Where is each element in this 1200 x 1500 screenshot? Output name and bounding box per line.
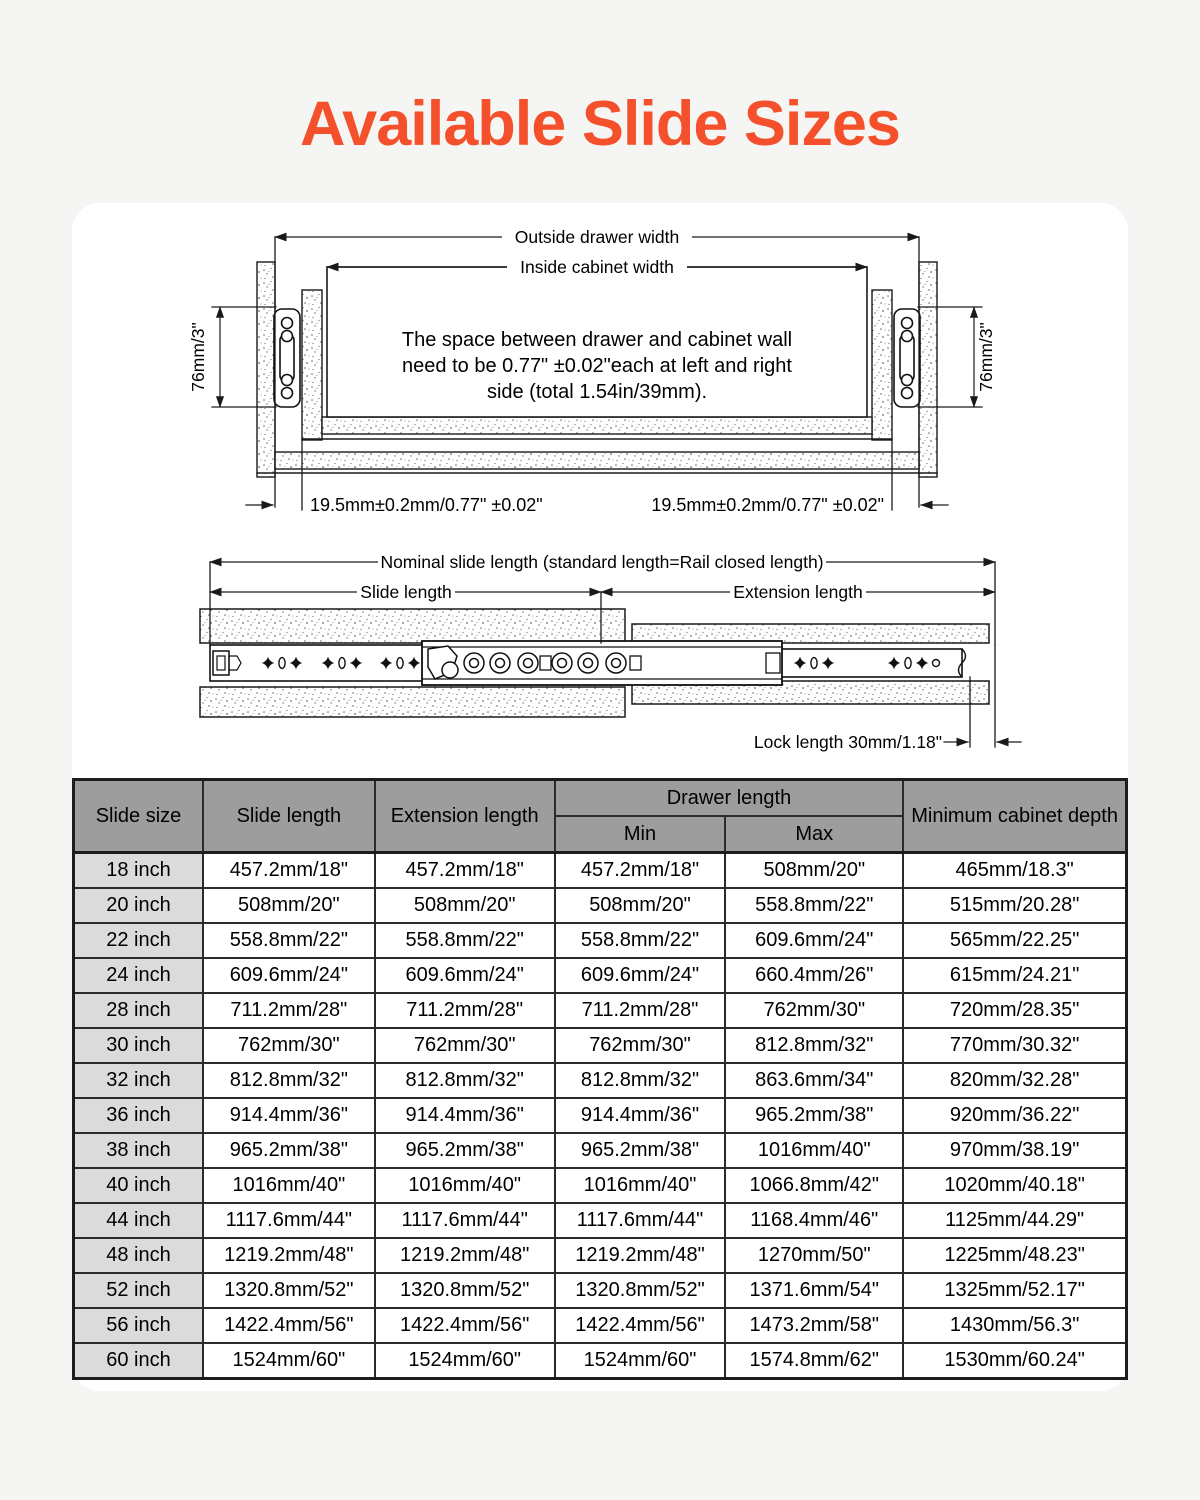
table-row — [74, 958, 1127, 993]
table-row — [74, 993, 1127, 1028]
rail-height-right-label: 76mm/3" — [976, 322, 996, 392]
cell-value: 762mm/30" — [555, 1028, 726, 1063]
cell-value: 558.8mm/22" — [725, 888, 903, 923]
cell-value: 558.8mm/22" — [375, 923, 555, 958]
cell-slide-size: 44 inch — [74, 1203, 204, 1238]
table-row — [74, 1273, 1127, 1308]
cell-slide-size: 48 inch — [74, 1238, 204, 1273]
rail-end-cap — [213, 651, 229, 675]
cell-value: 812.8mm/32" — [725, 1028, 903, 1063]
extension-length-label: Extension length — [733, 582, 863, 602]
cell-value: 1320.8mm/52" — [555, 1273, 726, 1308]
space-note-line2: need to be 0.77" ±0.02"each at left and right — [402, 355, 792, 377]
slide-rail-cross-section-right — [894, 309, 920, 407]
nominal-slide-length-label: Nominal slide length (standard length=Rail closed length) — [380, 552, 824, 572]
cell-value: 1020mm/40.18" — [903, 1168, 1126, 1203]
cell-value: 1219.2mm/48" — [555, 1238, 726, 1273]
cell-value: 1225mm/48.23" — [903, 1238, 1126, 1273]
cell-value: 508mm/20" — [375, 888, 555, 923]
cell-value: 1016mm/40" — [725, 1133, 903, 1168]
table-header — [74, 780, 1127, 853]
space-note-line1: The space between drawer and cabinet wall — [401, 329, 793, 351]
header-slide-length: Slide length — [203, 780, 375, 853]
cell-value: 812.8mm/32" — [375, 1063, 555, 1098]
table-row — [74, 1098, 1127, 1133]
table-row — [74, 1238, 1127, 1273]
cell-value: 660.4mm/26" — [725, 958, 903, 993]
cell-value: 609.6mm/24" — [375, 958, 555, 993]
cell-value: 457.2mm/18" — [375, 853, 555, 889]
cell-value: 508mm/20" — [555, 888, 726, 923]
inside-cabinet-width-label: Inside cabinet width — [520, 257, 674, 277]
cell-slide-size: 52 inch — [74, 1273, 204, 1308]
cell-value: 615mm/24.21" — [903, 958, 1126, 993]
cell-value: 920mm/36.22" — [903, 1098, 1126, 1133]
cell-value: 457.2mm/18" — [555, 853, 726, 889]
cell-value: 914.4mm/36" — [375, 1098, 555, 1133]
cell-slide-size: 18 inch — [74, 853, 204, 889]
table-row — [74, 853, 1127, 889]
cell-value: 1473.2mm/58" — [725, 1308, 903, 1343]
cell-value: 1117.6mm/44" — [203, 1203, 375, 1238]
cell-value: 558.8mm/22" — [555, 923, 726, 958]
cell-value: 1168.4mm/46" — [725, 1203, 903, 1238]
header-drawer-max: Max — [725, 816, 903, 853]
cell-value: 1320.8mm/52" — [375, 1273, 555, 1308]
cell-value: 820mm/32.28" — [903, 1063, 1126, 1098]
header-drawer-length: Drawer length — [555, 780, 904, 817]
table-row — [74, 888, 1127, 923]
cabinet-bottom-panel — [275, 452, 919, 469]
slide-size-diagrams — [70, 215, 1130, 778]
table-row — [74, 923, 1127, 958]
cell-value: 1016mm/40" — [555, 1168, 726, 1203]
cell-value: 1430mm/56.3" — [903, 1308, 1126, 1343]
cell-value: 770mm/30.32" — [903, 1028, 1126, 1063]
cell-value: 720mm/28.35" — [903, 993, 1126, 1028]
cell-value: 965.2mm/38" — [203, 1133, 375, 1168]
side-gap-left-label: 19.5mm±0.2mm/0.77" ±0.02" — [310, 495, 543, 515]
cell-value: 965.2mm/38" — [725, 1098, 903, 1133]
cell-value: 457.2mm/18" — [203, 853, 375, 889]
header-drawer-min: Min — [555, 816, 726, 853]
cell-value: 812.8mm/32" — [555, 1063, 726, 1098]
table-row — [74, 1063, 1127, 1098]
dimension-side-gap-right — [651, 440, 948, 515]
cell-value: 812.8mm/32" — [203, 1063, 375, 1098]
cell-value: 1320.8mm/52" — [203, 1273, 375, 1308]
cell-value: 762mm/30" — [375, 1028, 555, 1063]
cell-slide-size: 36 inch — [74, 1098, 204, 1133]
cell-slide-size: 56 inch — [74, 1308, 204, 1343]
cabinet-wall-right — [919, 262, 937, 477]
cell-value: 965.2mm/38" — [555, 1133, 726, 1168]
cell-slide-size: 30 inch — [74, 1028, 204, 1063]
cell-value: 1574.8mm/62" — [725, 1343, 903, 1379]
cell-value: 515mm/20.28" — [903, 888, 1126, 923]
cell-value: 863.6mm/34" — [725, 1063, 903, 1098]
cell-value: 1016mm/40" — [203, 1168, 375, 1203]
cell-value: 1325mm/52.17" — [903, 1273, 1126, 1308]
lock-length-label: Lock length 30mm/1.18" — [753, 732, 942, 752]
cell-slide-size: 40 inch — [74, 1168, 204, 1203]
cell-value: 965.2mm/38" — [375, 1133, 555, 1168]
page-title: Available Slide Sizes — [300, 89, 900, 159]
header-extension-length: Extension length — [375, 780, 555, 853]
content-card — [72, 203, 1128, 1391]
cell-value: 762mm/30" — [725, 993, 903, 1028]
space-note-line3: side (total 1.54in/39mm). — [486, 381, 708, 403]
cell-value: 1422.4mm/56" — [555, 1308, 726, 1343]
cell-value: 609.6mm/24" — [725, 923, 903, 958]
cell-value: 711.2mm/28" — [375, 993, 555, 1028]
cell-value: 565mm/22.25" — [903, 923, 1126, 958]
cell-value: 1125mm/44.29" — [903, 1203, 1126, 1238]
cell-value: 1219.2mm/48" — [203, 1238, 375, 1273]
cell-value: 508mm/20" — [725, 853, 903, 889]
cell-value: 970mm/38.19" — [903, 1133, 1126, 1168]
drawer-width-diagram — [188, 227, 996, 515]
table-row — [74, 1308, 1127, 1343]
cell-value: 1117.6mm/44" — [375, 1203, 555, 1238]
table-row — [74, 1203, 1127, 1238]
cell-slide-size: 28 inch — [74, 993, 204, 1028]
cell-value: 1530mm/60.24" — [903, 1343, 1126, 1379]
drawer-wall-right — [872, 290, 892, 440]
cell-value: 914.4mm/36" — [555, 1098, 726, 1133]
cell-value: 1371.6mm/54" — [725, 1273, 903, 1308]
side-gap-right-label: 19.5mm±0.2mm/0.77" ±0.02" — [651, 495, 884, 515]
outside-drawer-width-label: Outside drawer width — [514, 227, 680, 247]
table-row — [74, 1343, 1127, 1379]
cell-value: 558.8mm/22" — [203, 923, 375, 958]
cell-value: 1524mm/60" — [375, 1343, 555, 1379]
cell-value: 1219.2mm/48" — [375, 1238, 555, 1273]
header-slide-size: Slide size — [74, 780, 204, 853]
middle-rail-bearing-carriage — [422, 641, 782, 685]
slide-rail-cross-section-left — [274, 309, 300, 407]
slide-size-table-body — [74, 853, 1127, 1379]
cell-value: 1422.4mm/56" — [203, 1308, 375, 1343]
cell-value: 1524mm/60" — [203, 1343, 375, 1379]
slide-length-label: Slide length — [360, 582, 452, 602]
cell-slide-size: 38 inch — [74, 1133, 204, 1168]
cell-value: 914.4mm/36" — [203, 1098, 375, 1133]
cell-slide-size: 32 inch — [74, 1063, 204, 1098]
cell-slide-size: 24 inch — [74, 958, 204, 993]
cell-slide-size: 20 inch — [74, 888, 204, 923]
cell-value: 609.6mm/24" — [203, 958, 375, 993]
cell-slide-size: 60 inch — [74, 1343, 204, 1379]
cell-value: 1117.6mm/44" — [555, 1203, 726, 1238]
table-row — [74, 1028, 1127, 1063]
cell-value: 1422.4mm/56" — [375, 1308, 555, 1343]
dimension-side-gap-left — [246, 440, 543, 515]
cell-value: 711.2mm/28" — [555, 993, 726, 1028]
table-row — [74, 1168, 1127, 1203]
cell-value: 1066.8mm/42" — [725, 1168, 903, 1203]
dimension-extension-length — [601, 582, 995, 602]
slide-length-diagram — [200, 552, 1021, 752]
cell-value: 711.2mm/28" — [203, 993, 375, 1028]
slide-size-table — [72, 778, 1128, 1380]
cell-slide-size: 22 inch — [74, 923, 204, 958]
header-min-cabinet-depth: Minimum cabinet depth — [903, 780, 1126, 853]
cell-value: 465mm/18.3" — [903, 853, 1126, 889]
cell-value: 762mm/30" — [203, 1028, 375, 1063]
cell-value: 1270mm/50" — [725, 1238, 903, 1273]
rail-height-left-label: 76mm/3" — [188, 322, 208, 392]
cell-value: 1016mm/40" — [375, 1168, 555, 1203]
cell-value: 1524mm/60" — [555, 1343, 726, 1379]
table-row — [74, 1133, 1127, 1168]
cabinet-wall-left — [257, 262, 275, 477]
cell-value: 508mm/20" — [203, 888, 375, 923]
cell-value: 609.6mm/24" — [555, 958, 726, 993]
drawer-wall-left — [302, 290, 322, 440]
drawer-bottom-panel — [322, 417, 872, 434]
